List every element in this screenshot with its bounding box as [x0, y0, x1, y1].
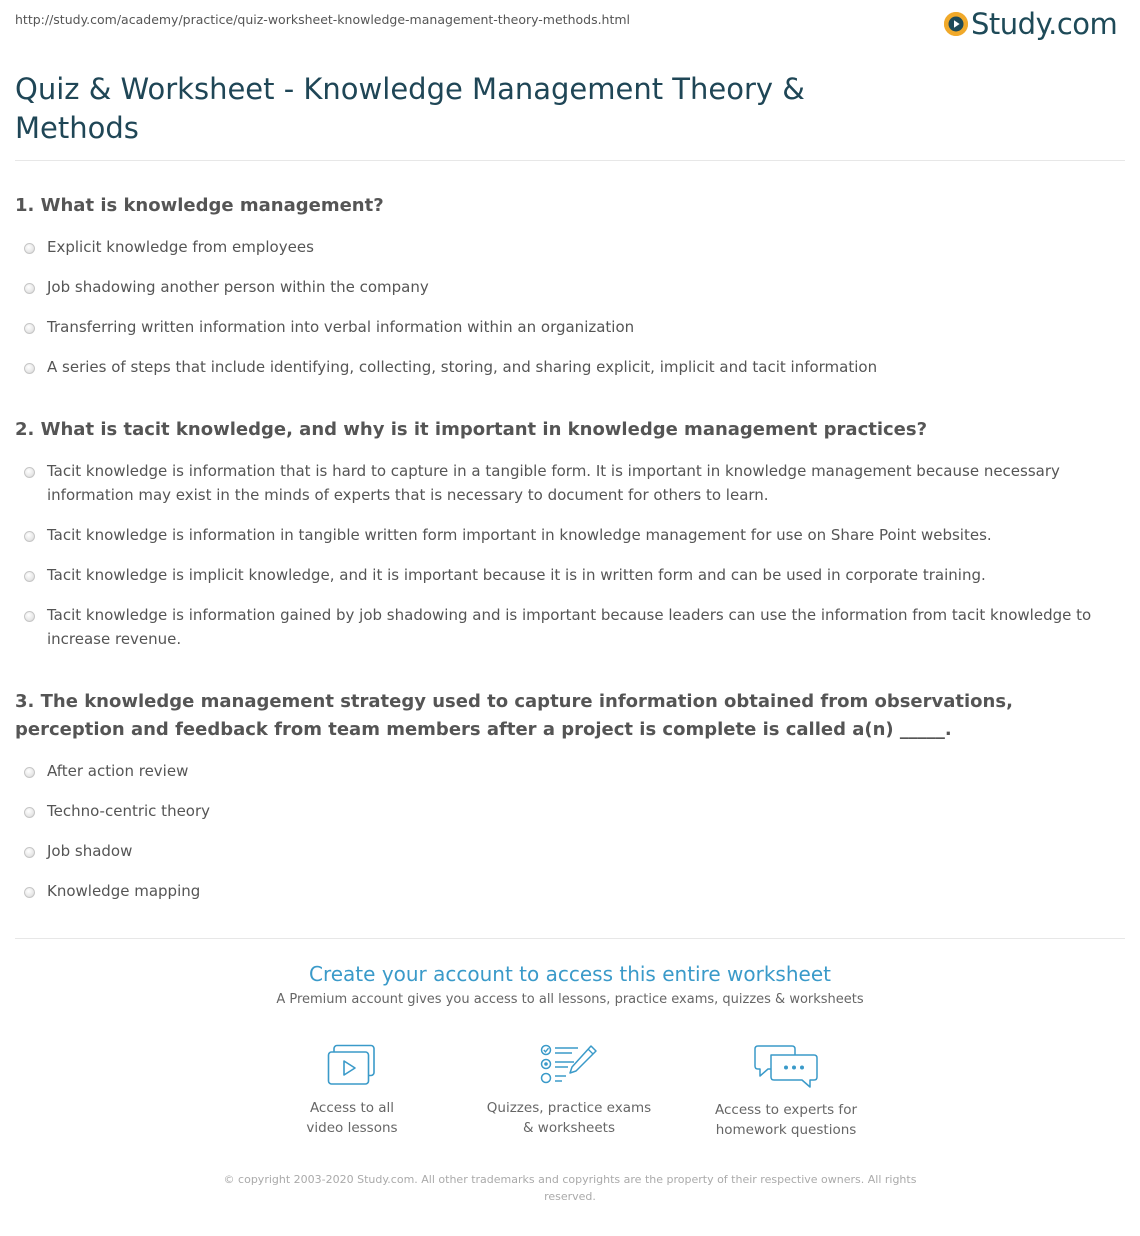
copyright-notice: © copyright 2003-2020 Study.com. All other trademarks and copyrights are the property of their respective owners. All rights reserved. — [223, 1173, 917, 1203]
radio-button[interactable] — [24, 323, 35, 334]
play-circle-icon — [944, 12, 968, 36]
radio-button[interactable] — [24, 363, 35, 374]
video-lessons-icon — [327, 1044, 377, 1086]
question-3: 3. The knowledge management strategy used to capture information obtained from observations, perception and feedback from team members after a project is complete is called a(n) _____. — [15, 691, 1013, 740]
radio-button[interactable] — [24, 611, 35, 622]
feature-experts — [696, 1044, 876, 1140]
feature-label: Quizzes, practice exams & worksheets — [486, 1100, 652, 1136]
answer-text: Tacit knowledge is implicit knowledge, and it is important because it is in written form and can be used in corporate training. — [47, 566, 986, 584]
radio-button[interactable] — [24, 243, 35, 254]
logo-text: Study.com — [971, 7, 1118, 41]
answer-text: Explicit knowledge from employees — [47, 238, 314, 256]
answer-option[interactable] — [15, 235, 1120, 259]
answer-text: After action review — [47, 762, 189, 780]
radio-button[interactable] — [24, 767, 35, 778]
answer-option[interactable] — [15, 799, 1120, 823]
page-title: Quiz & Worksheet - Knowledge Management Theory & Methods — [15, 72, 805, 145]
study-logo[interactable] — [944, 6, 1117, 42]
answer-text: Job shadow — [47, 842, 133, 860]
answer-option[interactable] — [15, 275, 1120, 299]
question-1-answers — [15, 235, 1120, 395]
answer-option[interactable] — [15, 315, 1120, 339]
radio-button[interactable] — [24, 847, 35, 858]
feature-quizzes — [479, 1044, 659, 1138]
chat-bubbles-icon — [754, 1044, 818, 1088]
question-2-answers — [15, 459, 1120, 667]
answer-option[interactable] — [15, 563, 1120, 587]
answer-text: Techno-centric theory — [47, 802, 211, 820]
answer-option[interactable] — [15, 759, 1120, 783]
answer-text: Tacit knowledge is information gained by job shadowing and is important because leaders can use the information from tacit knowledge to increase revenue. — [47, 606, 1092, 648]
answer-option[interactable] — [15, 879, 1120, 903]
answer-text: Knowledge mapping — [47, 882, 201, 900]
answer-text: Tacit knowledge is information in tangible written form important in knowledge management for use on Share Point websites. — [47, 526, 992, 544]
create-account-link[interactable]: Create your account to access this entire worksheet — [309, 962, 831, 986]
answer-text: Tacit knowledge is information that is hard to capture in a tangible form. It is important in knowledge management because necessary information may exist in the minds of experts that is necessary to document for others to learn. — [47, 462, 1060, 504]
question-3-answers — [15, 759, 1120, 919]
answer-option[interactable] — [15, 523, 1120, 547]
quiz-checklist-icon — [540, 1044, 598, 1086]
question-2: 2. What is tacit knowledge, and why is it important in knowledge management practices? — [15, 419, 928, 440]
premium-description: A Premium account gives you access to all lessons, practice exams, quizzes & worksheets — [276, 992, 864, 1007]
answer-option[interactable] — [15, 603, 1120, 651]
question-1: 1. What is knowledge management? — [15, 195, 384, 216]
cta-divider — [15, 938, 1125, 939]
radio-button[interactable] — [24, 531, 35, 542]
radio-button[interactable] — [24, 887, 35, 898]
answer-option[interactable] — [15, 839, 1120, 863]
radio-button[interactable] — [24, 571, 35, 582]
radio-button[interactable] — [24, 807, 35, 818]
title-divider — [15, 160, 1125, 161]
answer-text: A series of steps that include identifying, collecting, storing, and sharing explicit, implicit and tacit information — [47, 358, 878, 376]
page-url: http://study.com/academy/practice/quiz-worksheet-knowledge-management-theory-methods.html — [15, 12, 631, 27]
radio-button[interactable] — [24, 467, 35, 478]
answer-text: Job shadowing another person within the company — [47, 278, 429, 296]
answer-option[interactable] — [15, 459, 1120, 507]
radio-button[interactable] — [24, 283, 35, 294]
feature-video-lessons — [262, 1044, 442, 1138]
feature-label: Access to all video lessons — [306, 1100, 398, 1136]
answer-text: Transferring written information into verbal information within an organization — [47, 318, 635, 336]
feature-label: Access to experts for homework questions — [714, 1102, 857, 1138]
answer-option[interactable] — [15, 355, 1120, 379]
